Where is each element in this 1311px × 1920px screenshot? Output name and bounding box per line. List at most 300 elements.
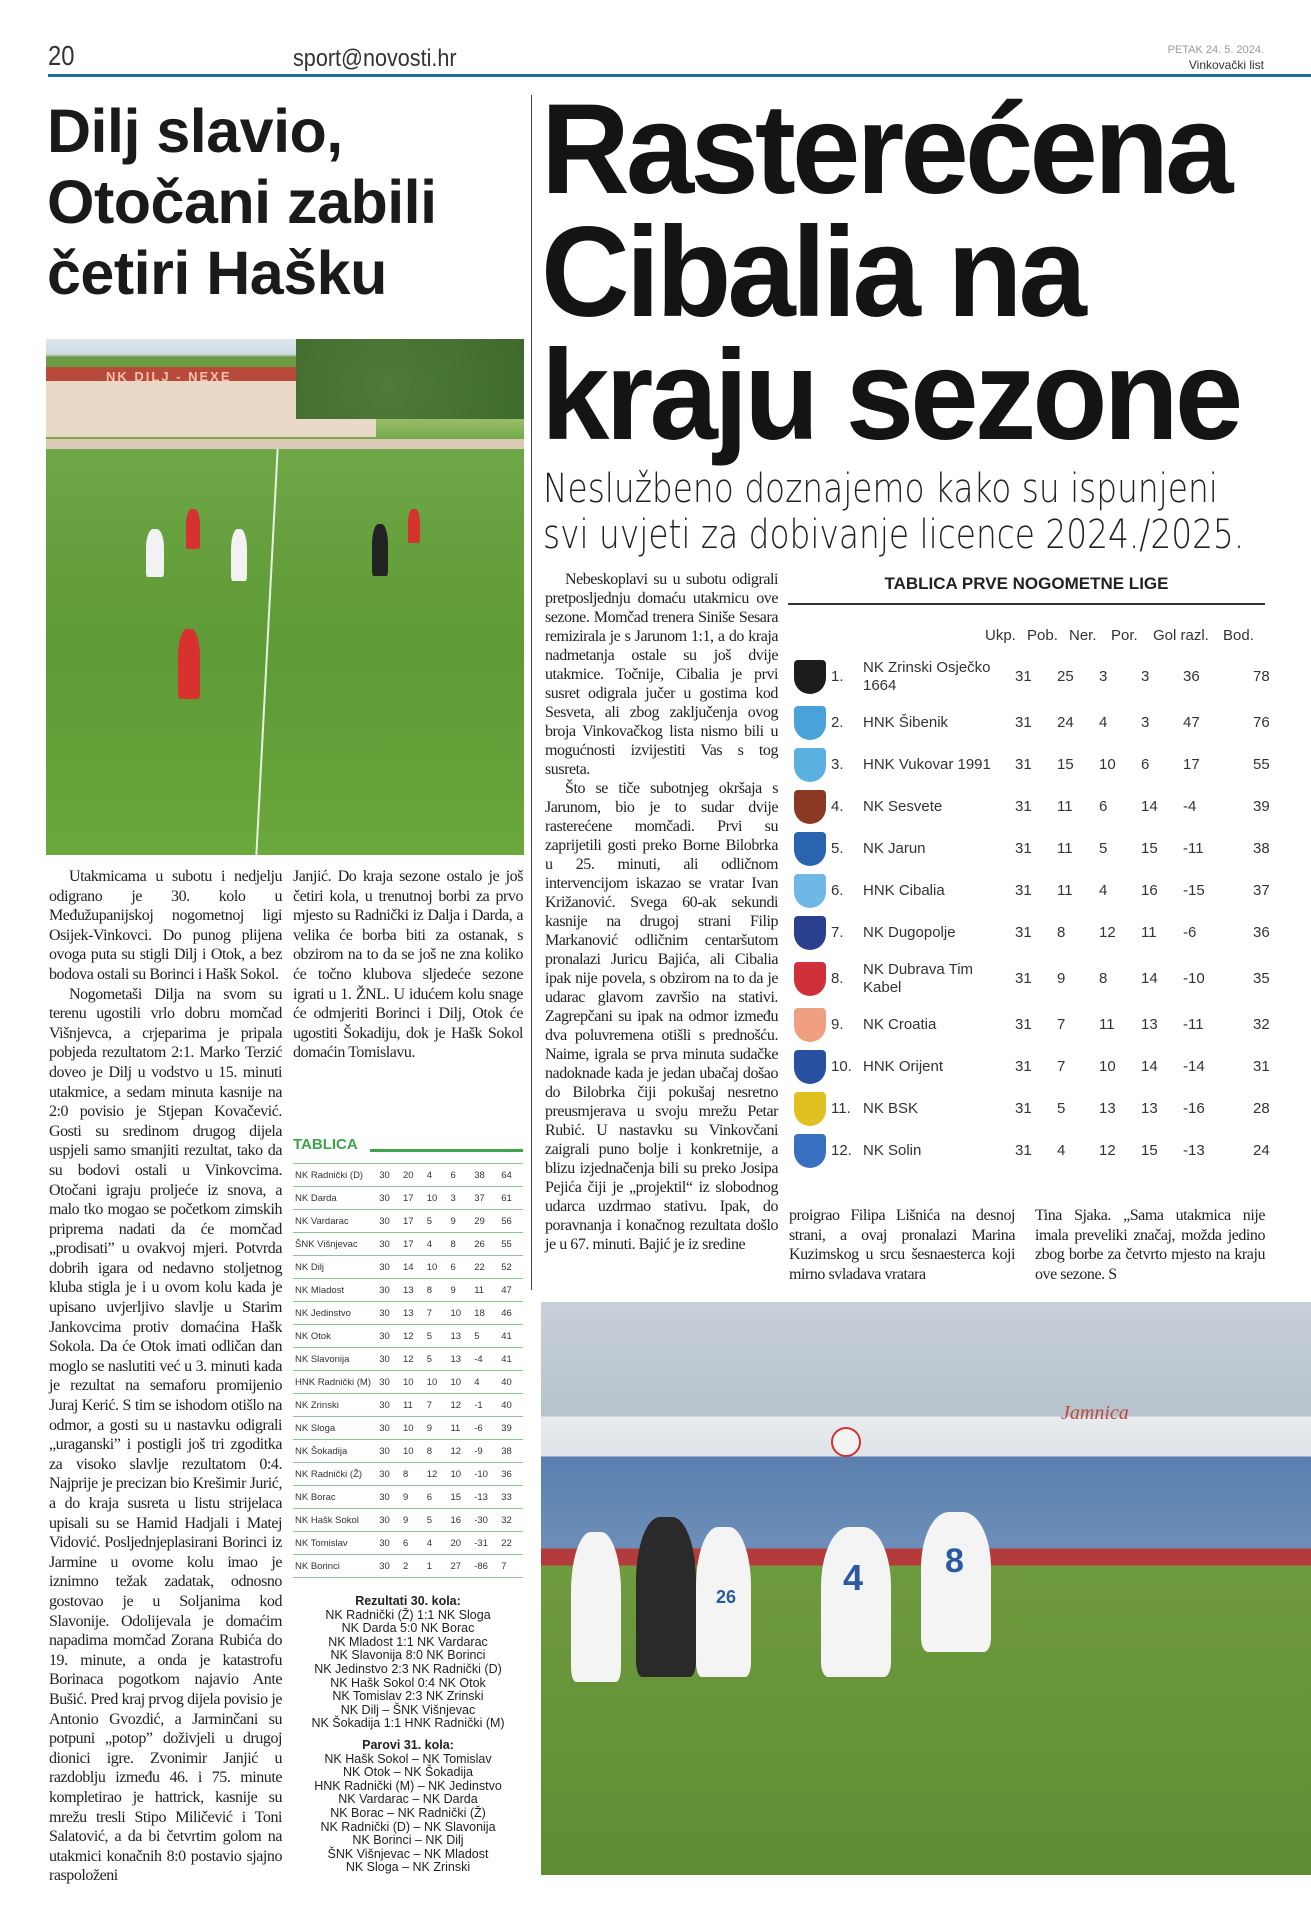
team-name: NK Vardarac <box>293 1210 377 1233</box>
fixture: HNK Radnički (M) – NK Jedinstvo <box>314 1778 502 1793</box>
stat-cell: -31 <box>472 1532 499 1555</box>
stat-cell: 12 <box>1099 1142 1116 1159</box>
match-result: NK Šokadija 1:1 HNK Radnički (M) <box>311 1716 505 1731</box>
team-name: NK Slavonija <box>293 1348 377 1371</box>
stat-cell: 33 <box>499 1486 523 1509</box>
team-name: ŠNK Višnjevac <box>293 1233 377 1256</box>
club-logo-icon <box>794 874 826 908</box>
table-row <box>293 1164 523 1187</box>
stat-cell: 7 <box>499 1555 523 1578</box>
team-name: HNK Vukovar 1991 <box>863 756 991 773</box>
stat-cell: 14 <box>1141 970 1158 987</box>
round-results <box>293 1595 523 1875</box>
table-row <box>293 1302 523 1325</box>
stat-cell: 30 <box>377 1302 401 1325</box>
stat-cell: 30 <box>377 1371 401 1394</box>
team-name: NK Otok <box>293 1325 377 1348</box>
stat-cell: 11 <box>1057 798 1073 815</box>
stat-cell: 15 <box>1141 840 1158 857</box>
headline-line: Cibalia na <box>541 201 1084 344</box>
stat-cell: 78 <box>1253 668 1270 685</box>
team-name: NK Dilj <box>293 1256 377 1279</box>
table-row <box>788 954 1270 1004</box>
team-name: NK Hašk Sokol <box>293 1509 377 1532</box>
stat-cell: 31 <box>1253 1058 1270 1075</box>
rank: 9. <box>831 1016 844 1033</box>
team-name: NK Jedinstvo <box>293 1302 377 1325</box>
subtitle-line: svi uvjeti za dobivanje licence 2024./2025. <box>543 512 1245 558</box>
rank: 4. <box>831 798 844 815</box>
fixture: NK Vardarac – NK Darda <box>338 1792 478 1807</box>
match-result: NK Tomislav 2:3 NK Zrinski <box>332 1689 484 1704</box>
paragraph: Nogometaši Dilja na svom su terenu ugostili vrlo dobru momčad Višnjevca, a crjeparima je pripala pobjeda rezultatom 2:1. Marko Terzić doveo je Dilj u vodstvo u 15. minuti utakmice, a sedam minuta kasnije na 2:0 povisio je Stjepan Kovačević. Gosti su sredinom drugog dijela uspjeli samo smanjiti rezultat, tako da su bodovi ostali u Vinkovcima. Otočani igraju proljeće iz snova, a malo tko mogao se početkom zimskih priprema nadati da će momčad „prodisati” u ovakvoj mjeri. Potvrda dobrih igara od nedavno stoljetnog kluba stigla je i u ovom kolu kada je upisano uvjerljivo slavlje u Starim Jankovcima protiv domaćina Hašk Sokola. Da će Otok imati odličan dan moglo se naslutiti već u 3. minuti kada je rezultat na semaforu promijenio Juraj Kerić. S tim se ishodom otišlo na odmor, a gosti su u nastavku odigrali „uraganski” i postigli još tri zgoditka za visoko slavlje rezultatom 0:4. Najprije je precizan bio Krešimir Jurić, a do kraja susreta u listu strijelaca upisali su se Hamid Hadjali i Matej Vidović. Posljednjeplasirani Borinci iz Jarmine u ovome kolu imao je iznimno težak zadatak, odnosno gostovao je u Soljanima kod Slavonije. Odolijevala je domaćim napadima momčad Zorana Rubića do 19. minute, a onda je katastrofu Borinaca pogotkom najavio Ante Bušić. Pred kraj prvog dijela povisio je Antonio Gvozdić, a Jarminčani su potpuni „potop” doživjeli u drugoj dionici igre. Zvonimir Janjić u razdoblju između 46. i 75. minute kompletirao je hattrick, kasnije su mrežu tresli Stipo Miličević i Toni Salatović, a da bi četvrtim golom na utakmici konačnih 8:0 postavio sjajno raspoloženi <box>49 985 282 1885</box>
title-rule <box>370 1149 523 1152</box>
team-name: NK Sesvete <box>863 798 943 815</box>
stat-cell: 31 <box>1015 668 1032 685</box>
team-name: NK Borac <box>293 1486 377 1509</box>
stat-cell: 31 <box>1015 970 1032 987</box>
fixture: NK Otok – NK Šokadija <box>343 1765 473 1780</box>
table-row <box>788 652 1270 702</box>
stat-cell: 10 <box>1099 1058 1116 1075</box>
stat-cell: 38 <box>472 1164 499 1187</box>
stat-cell: 13 <box>401 1302 425 1325</box>
stat-cell: 55 <box>499 1233 523 1256</box>
stat-cell: 35 <box>1253 970 1270 987</box>
table-row <box>788 1004 1270 1046</box>
headline-line: Otočani zabili <box>47 168 437 236</box>
stat-cell: 11 <box>1099 1016 1115 1033</box>
paragraph: Tina Sjaka. „Sama utakmica nije imala preveliki značaj, možda jedino zbog borbe za četvrto mjesto na kraju ove sezone. S <box>1035 1207 1265 1283</box>
stat-cell: -13 <box>472 1486 499 1509</box>
stat-cell: -6 <box>472 1417 499 1440</box>
stat-cell: 32 <box>499 1509 523 1532</box>
stat-cell: 30 <box>377 1256 401 1279</box>
stat-cell: 40 <box>499 1394 523 1417</box>
stat-cell: 37 <box>472 1187 499 1210</box>
stat-cell: 17 <box>401 1187 425 1210</box>
match-result: NK Radnički (Ž) 1:1 NK Sloga <box>325 1607 491 1622</box>
stat-cell: 38 <box>499 1440 523 1463</box>
rank: 3. <box>831 756 844 773</box>
stat-cell: 37 <box>1253 882 1270 899</box>
column-header: Ukp. <box>985 627 1016 644</box>
stat-cell: 36 <box>499 1463 523 1486</box>
fixture: ŠNK Višnjevac – NK Mladost <box>327 1846 489 1861</box>
issue-date: PETAK 24. 5. 2024. <box>1167 44 1264 56</box>
stat-cell: 13 <box>1099 1100 1116 1117</box>
stat-cell: 36 <box>1253 924 1270 941</box>
stat-cell: 10 <box>401 1371 425 1394</box>
column-divider <box>531 95 532 1290</box>
stat-cell: 5 <box>425 1509 449 1532</box>
stat-cell: 11 <box>1141 924 1157 941</box>
stat-cell: 39 <box>1253 798 1270 815</box>
stat-cell: 16 <box>1141 882 1158 899</box>
main-headline <box>541 78 1251 467</box>
stat-cell: 13 <box>448 1348 472 1371</box>
table-row <box>788 1088 1270 1130</box>
team-name: NK Sloga <box>293 1417 377 1440</box>
stat-cell: 4 <box>1099 714 1108 731</box>
team-name: NK Solin <box>863 1142 922 1159</box>
club-logo-icon <box>794 790 826 824</box>
headline-line: Rasterećena <box>541 78 1230 221</box>
team-name: NK Radnički (Ž) <box>293 1463 377 1486</box>
team-name: NK Borinci <box>293 1555 377 1578</box>
stat-cell: 4 <box>1057 1142 1066 1159</box>
column-header: Pob. <box>1027 627 1058 644</box>
club-logo-icon <box>794 1050 826 1084</box>
stat-cell: 31 <box>1015 1142 1032 1159</box>
stat-cell: 25 <box>1057 668 1074 685</box>
stat-cell: -16 <box>1183 1100 1205 1117</box>
stat-cell: 12 <box>448 1394 472 1417</box>
stat-cell: -86 <box>472 1555 499 1578</box>
stat-cell: 4 <box>472 1371 499 1394</box>
stat-cell: 10 <box>448 1463 472 1486</box>
stat-cell: 9 <box>448 1210 472 1233</box>
ad-banner: Jamnica <box>1061 1402 1129 1424</box>
paragraph: Što se tiče subotnjeg okršaja s Jarunom, bio je to sudar dvije rasterećene momčadi. Prvi su zaprijetili gosti preko Borne Bilobrka u 25. minuti, ali odličnom intervencijom iskazao se vratar Ivan Križanović. Svega 60-ak sekundi kasnije na drugoj strani Filip Markanović odličnim centaršutom pronalazi Juricu Bajića, ali Cibalia ipak nije povela, s obzirom na to da je udarac glavom završio na stativi. Zagrepčani su ipak na odmor između dva poluvremena otišli s prednošću. Naime, igrala se prva minuta sudačke nadoknade kada je jedan ubačaj došao do Bilobrka čiji pokušaj nesretno preusmjerava u svoju mrežu Petar Rubić. U nastavku su Vinkovčani zaigrali puno bolje i konkretnije, a blizu izjednačenja bili su preko Josipa Pejića čiji je „projektil“ iz slobodnog udarca uzdrmao stativu. Ipak, do poravnanja i konačnog rezultata došlo je u 67. minuti. Bajić je iz sredine <box>545 780 778 1253</box>
stat-cell: 30 <box>377 1532 401 1555</box>
stat-cell: 14 <box>1141 1058 1158 1075</box>
stat-cell: 4 <box>425 1233 449 1256</box>
stat-cell: 8 <box>401 1463 425 1486</box>
stat-cell: 3 <box>448 1187 472 1210</box>
stat-cell: 10 <box>401 1417 425 1440</box>
stat-cell: -6 <box>1183 924 1197 941</box>
table-row <box>788 786 1270 828</box>
stat-cell: 12 <box>448 1440 472 1463</box>
stat-cell: 10 <box>401 1440 425 1463</box>
stat-cell: 36 <box>1183 668 1200 685</box>
stat-cell: 30 <box>377 1486 401 1509</box>
stat-cell: 7 <box>1057 1016 1066 1033</box>
stadium-photo <box>46 339 524 855</box>
stat-cell: 30 <box>377 1417 401 1440</box>
stat-cell: 31 <box>1015 1058 1032 1075</box>
stat-cell: 13 <box>1141 1016 1158 1033</box>
stat-cell: 56 <box>499 1210 523 1233</box>
stat-cell: 8 <box>448 1233 472 1256</box>
stat-cell: 5 <box>425 1210 449 1233</box>
county-league-table <box>293 1163 523 1578</box>
stat-cell: 3 <box>1099 668 1108 685</box>
stat-cell: 6 <box>1141 756 1150 773</box>
ball <box>831 1427 861 1457</box>
stat-cell: 10 <box>425 1187 449 1210</box>
stat-cell: 10 <box>425 1371 449 1394</box>
results-title: Rezultati 30. kola: <box>355 1594 461 1608</box>
stat-cell: 15 <box>1141 1142 1158 1159</box>
team-name: NK Dubrava Tim Kabel <box>863 961 974 996</box>
team-name: HNK Šibenik <box>863 714 949 731</box>
stat-cell: 12 <box>401 1348 425 1371</box>
stat-cell: 10 <box>448 1371 472 1394</box>
stat-cell: 31 <box>1015 1100 1032 1117</box>
table-row <box>293 1509 523 1532</box>
stat-cell: 26 <box>472 1233 499 1256</box>
stat-cell: 11 <box>401 1394 425 1417</box>
stat-cell: -11 <box>1183 1016 1204 1033</box>
stat-cell: 4 <box>425 1164 449 1187</box>
section-email[interactable]: sport@novosti.hr <box>293 45 457 72</box>
stat-cell: 30 <box>377 1463 401 1486</box>
team-name: NK Croatia <box>863 1016 937 1033</box>
title-rule <box>788 603 1265 605</box>
team-name: NK Zrinski <box>293 1394 377 1417</box>
match-result: NK Jedinstvo 2:3 NK Radnički (D) <box>314 1661 502 1676</box>
stat-cell: 11 <box>1057 840 1073 857</box>
club-logo-icon <box>794 748 826 782</box>
team-name: HNK Radnički (M) <box>293 1371 377 1394</box>
rank: 7. <box>831 924 844 941</box>
stat-cell: 5 <box>1057 1100 1066 1117</box>
table-row <box>788 1130 1270 1172</box>
rank: 8. <box>831 970 844 987</box>
stat-cell: 9 <box>425 1417 449 1440</box>
stat-cell: 13 <box>1141 1100 1158 1117</box>
stat-cell: 41 <box>499 1348 523 1371</box>
table-row <box>293 1532 523 1555</box>
team-name: NK Radnički (D) <box>293 1164 377 1187</box>
stat-cell: 4 <box>425 1532 449 1555</box>
rank: 6. <box>831 882 844 899</box>
stat-cell: 14 <box>1141 798 1158 815</box>
stat-cell: 11 <box>1057 882 1073 899</box>
stat-cell: 4 <box>1099 882 1108 899</box>
match-result: NK Hašk Sokol 0:4 NK Otok <box>330 1675 486 1690</box>
stat-cell: 39 <box>499 1417 523 1440</box>
paragraph: Janjić. Do kraja sezone ostalo je još četiri kola, u trenutnoj borbi za prvo mjesto su Radnički iz Dalja i Darda, a velika će borba biti za ostanak, s obzirom na to da se još ne zna koliko će točno klubova sljedeće sezone igrati u 1. ŽNL. U idućem kolu snage će odmjeriti Borinci i Dilj, Otok će ugostiti Šokadiju, dok je Hašk Sokol domaćin Tomislavu. <box>293 868 523 1062</box>
stat-cell: 76 <box>1253 714 1270 731</box>
stat-cell: 8 <box>1099 970 1108 987</box>
newspaper-name: Vinkovački list <box>1188 58 1264 72</box>
first-league-table <box>788 620 1270 1172</box>
match-result: NK Dilj – ŠNK Višnjevac <box>340 1702 476 1717</box>
stat-cell: 64 <box>499 1164 523 1187</box>
team-name: NK Darda <box>293 1187 377 1210</box>
stat-cell: 31 <box>1015 756 1032 773</box>
club-logo-icon <box>794 832 826 866</box>
stat-cell: 12 <box>401 1325 425 1348</box>
stat-cell: 13 <box>448 1325 472 1348</box>
column-header: Por. <box>1111 627 1138 644</box>
left-article-column-2 <box>293 867 523 1063</box>
table-row <box>293 1417 523 1440</box>
paragraph: Utakmicama u subotu i nedjelju odigrano je 30. kolo u Međužupanijskoj nogometnoj ligi Osijek-Vinkovci. Do punog plijena ovoga puta su stigli Dilj i Otok, a bez bodova ostali su Borinci i Hašk Sokol. <box>49 868 282 983</box>
stat-cell: 31 <box>1015 714 1032 731</box>
stat-cell: 30 <box>377 1164 401 1187</box>
stat-cell: -10 <box>1183 970 1205 987</box>
stat-cell: 41 <box>499 1325 523 1348</box>
left-article-column-1 <box>49 867 282 1886</box>
stat-cell: 31 <box>1015 882 1032 899</box>
paragraph: Nebeskoplavi su u subotu odigrali pretposljednju domaću utakmicu ove sezone. Momčad trenera Siniše Sesara remizirala je s Jarunom 1:1, a do kraja nadmetanja ostale su još dvije utakmice. Točnije, Cibalia je prvi susret odigrala jučer u gostima kod Sesveta, ali zbog zaključenja ovog broja Vinkovačkog lista nismo bili u mogućnosti izvijestiti Vas s tog susreta. <box>545 571 778 778</box>
header-rule <box>48 74 1311 77</box>
fixture: NK Sloga – NK Zrinski <box>345 1860 471 1875</box>
stat-cell: -11 <box>1183 840 1204 857</box>
stat-cell: 22 <box>472 1256 499 1279</box>
stat-cell: 8 <box>425 1279 449 1302</box>
match-result: NK Slavonija 8:0 NK Borinci <box>330 1648 486 1663</box>
stat-cell: -30 <box>472 1509 499 1532</box>
stat-cell: 30 <box>377 1325 401 1348</box>
stat-cell: 6 <box>448 1164 472 1187</box>
team-name: HNK Orijent <box>863 1058 944 1075</box>
stat-cell: 24 <box>1253 1142 1270 1159</box>
team-name: NK Šokadija <box>293 1440 377 1463</box>
stat-cell: 15 <box>1057 756 1074 773</box>
stat-cell: 40 <box>499 1371 523 1394</box>
table-row <box>293 1394 523 1417</box>
stat-cell: 30 <box>377 1348 401 1371</box>
headline-line: četiri Hašku <box>47 239 387 307</box>
subtitle-line: Neslužbeno doznajemo kako su ispunjeni <box>543 466 1218 512</box>
stat-cell: 20 <box>448 1532 472 1555</box>
table-row <box>293 1440 523 1463</box>
stat-cell: 5 <box>425 1348 449 1371</box>
stat-cell: 6 <box>401 1532 425 1555</box>
stat-cell: 17 <box>401 1233 425 1256</box>
club-logo-icon <box>794 706 826 740</box>
table-row <box>788 744 1270 786</box>
club-logo-icon <box>794 1134 826 1168</box>
stat-cell: 61 <box>499 1187 523 1210</box>
page-number: 20 <box>48 40 75 71</box>
table-row <box>293 1325 523 1348</box>
stat-cell: 30 <box>377 1509 401 1532</box>
table-row <box>788 912 1270 954</box>
table-row <box>293 1555 523 1578</box>
stat-cell: 5 <box>1099 840 1108 857</box>
stat-cell: 5 <box>425 1325 449 1348</box>
stat-cell: 38 <box>1253 840 1270 857</box>
rank: 2. <box>831 714 844 731</box>
stadium-banner: NK DILJ - NEXE <box>106 369 232 384</box>
column-header: Ner. <box>1069 627 1097 644</box>
stat-cell: 9 <box>1057 970 1066 987</box>
team-name: HNK Cibalia <box>863 882 945 899</box>
stat-cell: 7 <box>1057 1058 1066 1075</box>
stat-cell: 3 <box>1141 714 1150 731</box>
table-row <box>293 1348 523 1371</box>
stat-cell: 8 <box>425 1440 449 1463</box>
team-name: NK Mladost <box>293 1279 377 1302</box>
table-header <box>788 620 1265 652</box>
stat-cell: -15 <box>1183 882 1205 899</box>
stat-cell: 46 <box>499 1302 523 1325</box>
stat-cell: 12 <box>425 1463 449 1486</box>
stat-cell: 7 <box>425 1394 449 1417</box>
club-logo-icon <box>794 660 826 694</box>
club-logo-icon <box>794 962 826 996</box>
stat-cell: 55 <box>1253 756 1270 773</box>
table-row <box>788 702 1270 744</box>
stat-cell: 13 <box>401 1279 425 1302</box>
match-photo <box>541 1302 1311 1875</box>
team-name: NK BSK <box>863 1100 919 1117</box>
stat-cell: 28 <box>1253 1100 1270 1117</box>
stat-cell: 30 <box>377 1440 401 1463</box>
column-header: Gol razl. <box>1153 627 1209 644</box>
stat-cell: -14 <box>1183 1058 1205 1075</box>
stat-cell: 10 <box>448 1302 472 1325</box>
jersey-number: 4 <box>843 1557 864 1598</box>
left-headline <box>47 96 527 309</box>
table-row <box>293 1486 523 1509</box>
stat-cell: 2 <box>401 1555 425 1578</box>
subtitle <box>543 466 1245 558</box>
stat-cell: 5 <box>472 1325 499 1348</box>
table-row <box>293 1187 523 1210</box>
fixture: NK Borac – NK Radnički (Ž) <box>330 1805 486 1820</box>
stat-cell: 14 <box>401 1256 425 1279</box>
stat-cell: -9 <box>472 1440 499 1463</box>
stat-cell: 10 <box>425 1256 449 1279</box>
paragraph: proigrao Filipa Lišnića na desnoj strani, a ovaj pronalazi Marina Kuzimskog u srcu šesnaesterca koji mirno svladava vratara <box>789 1207 1015 1283</box>
stat-cell: 24 <box>1057 714 1074 731</box>
team-name: NK Zrinski Osječko 1664 <box>863 659 991 694</box>
rank: 12. <box>831 1142 852 1159</box>
club-logo-icon <box>794 1008 826 1042</box>
stat-cell: 1 <box>425 1555 449 1578</box>
fixture: NK Borinci – NK Dilj <box>352 1833 464 1848</box>
club-logo-icon <box>794 1092 826 1126</box>
stat-cell: 30 <box>377 1555 401 1578</box>
stat-cell: 11 <box>472 1279 499 1302</box>
pairs-title: Parovi 31. kola: <box>362 1737 454 1752</box>
stat-cell: 9 <box>448 1279 472 1302</box>
stat-cell: 27 <box>448 1555 472 1578</box>
fixture: NK Radnički (D) – NK Slavonija <box>320 1819 496 1834</box>
table-row <box>788 870 1270 912</box>
stat-cell: 6 <box>448 1256 472 1279</box>
stat-cell: 29 <box>472 1210 499 1233</box>
match-result: NK Darda 5:0 NK Borac <box>341 1621 475 1636</box>
first-league-table-title: TABLICA PRVE NOGOMETNE LIGE <box>884 574 1169 593</box>
stat-cell: 3 <box>1141 668 1150 685</box>
stat-cell: 32 <box>1253 1016 1270 1033</box>
stat-cell: 31 <box>1015 840 1032 857</box>
club-logo-icon <box>794 916 826 950</box>
stat-cell: 31 <box>1015 798 1032 815</box>
stat-cell: 31 <box>1015 924 1032 941</box>
headline-line: kraju sezone <box>541 324 1240 467</box>
right-article-column-3 <box>1035 1206 1265 1284</box>
stat-cell: 47 <box>499 1279 523 1302</box>
stat-cell: 20 <box>401 1164 425 1187</box>
rank: 5. <box>831 840 844 857</box>
stat-cell: 9 <box>401 1486 425 1509</box>
table-row <box>788 828 1270 870</box>
stat-cell: 47 <box>1183 714 1200 731</box>
stat-cell: 17 <box>1183 756 1200 773</box>
stat-cell: 30 <box>377 1394 401 1417</box>
right-article-column-2 <box>789 1206 1015 1284</box>
match-result: NK Mladost 1:1 NK Vardarac <box>328 1634 488 1649</box>
table-row <box>293 1256 523 1279</box>
headline-line: Dilj slavio, <box>47 97 343 165</box>
stat-cell: 11 <box>448 1417 472 1440</box>
stat-cell: 31 <box>1015 1016 1032 1033</box>
fixture: NK Hašk Sokol – NK Tomislav <box>324 1751 492 1766</box>
stat-cell: -1 <box>472 1394 499 1417</box>
team-name: NK Dugopolje <box>863 924 956 941</box>
table-row <box>293 1233 523 1256</box>
stat-cell: 12 <box>1099 924 1116 941</box>
